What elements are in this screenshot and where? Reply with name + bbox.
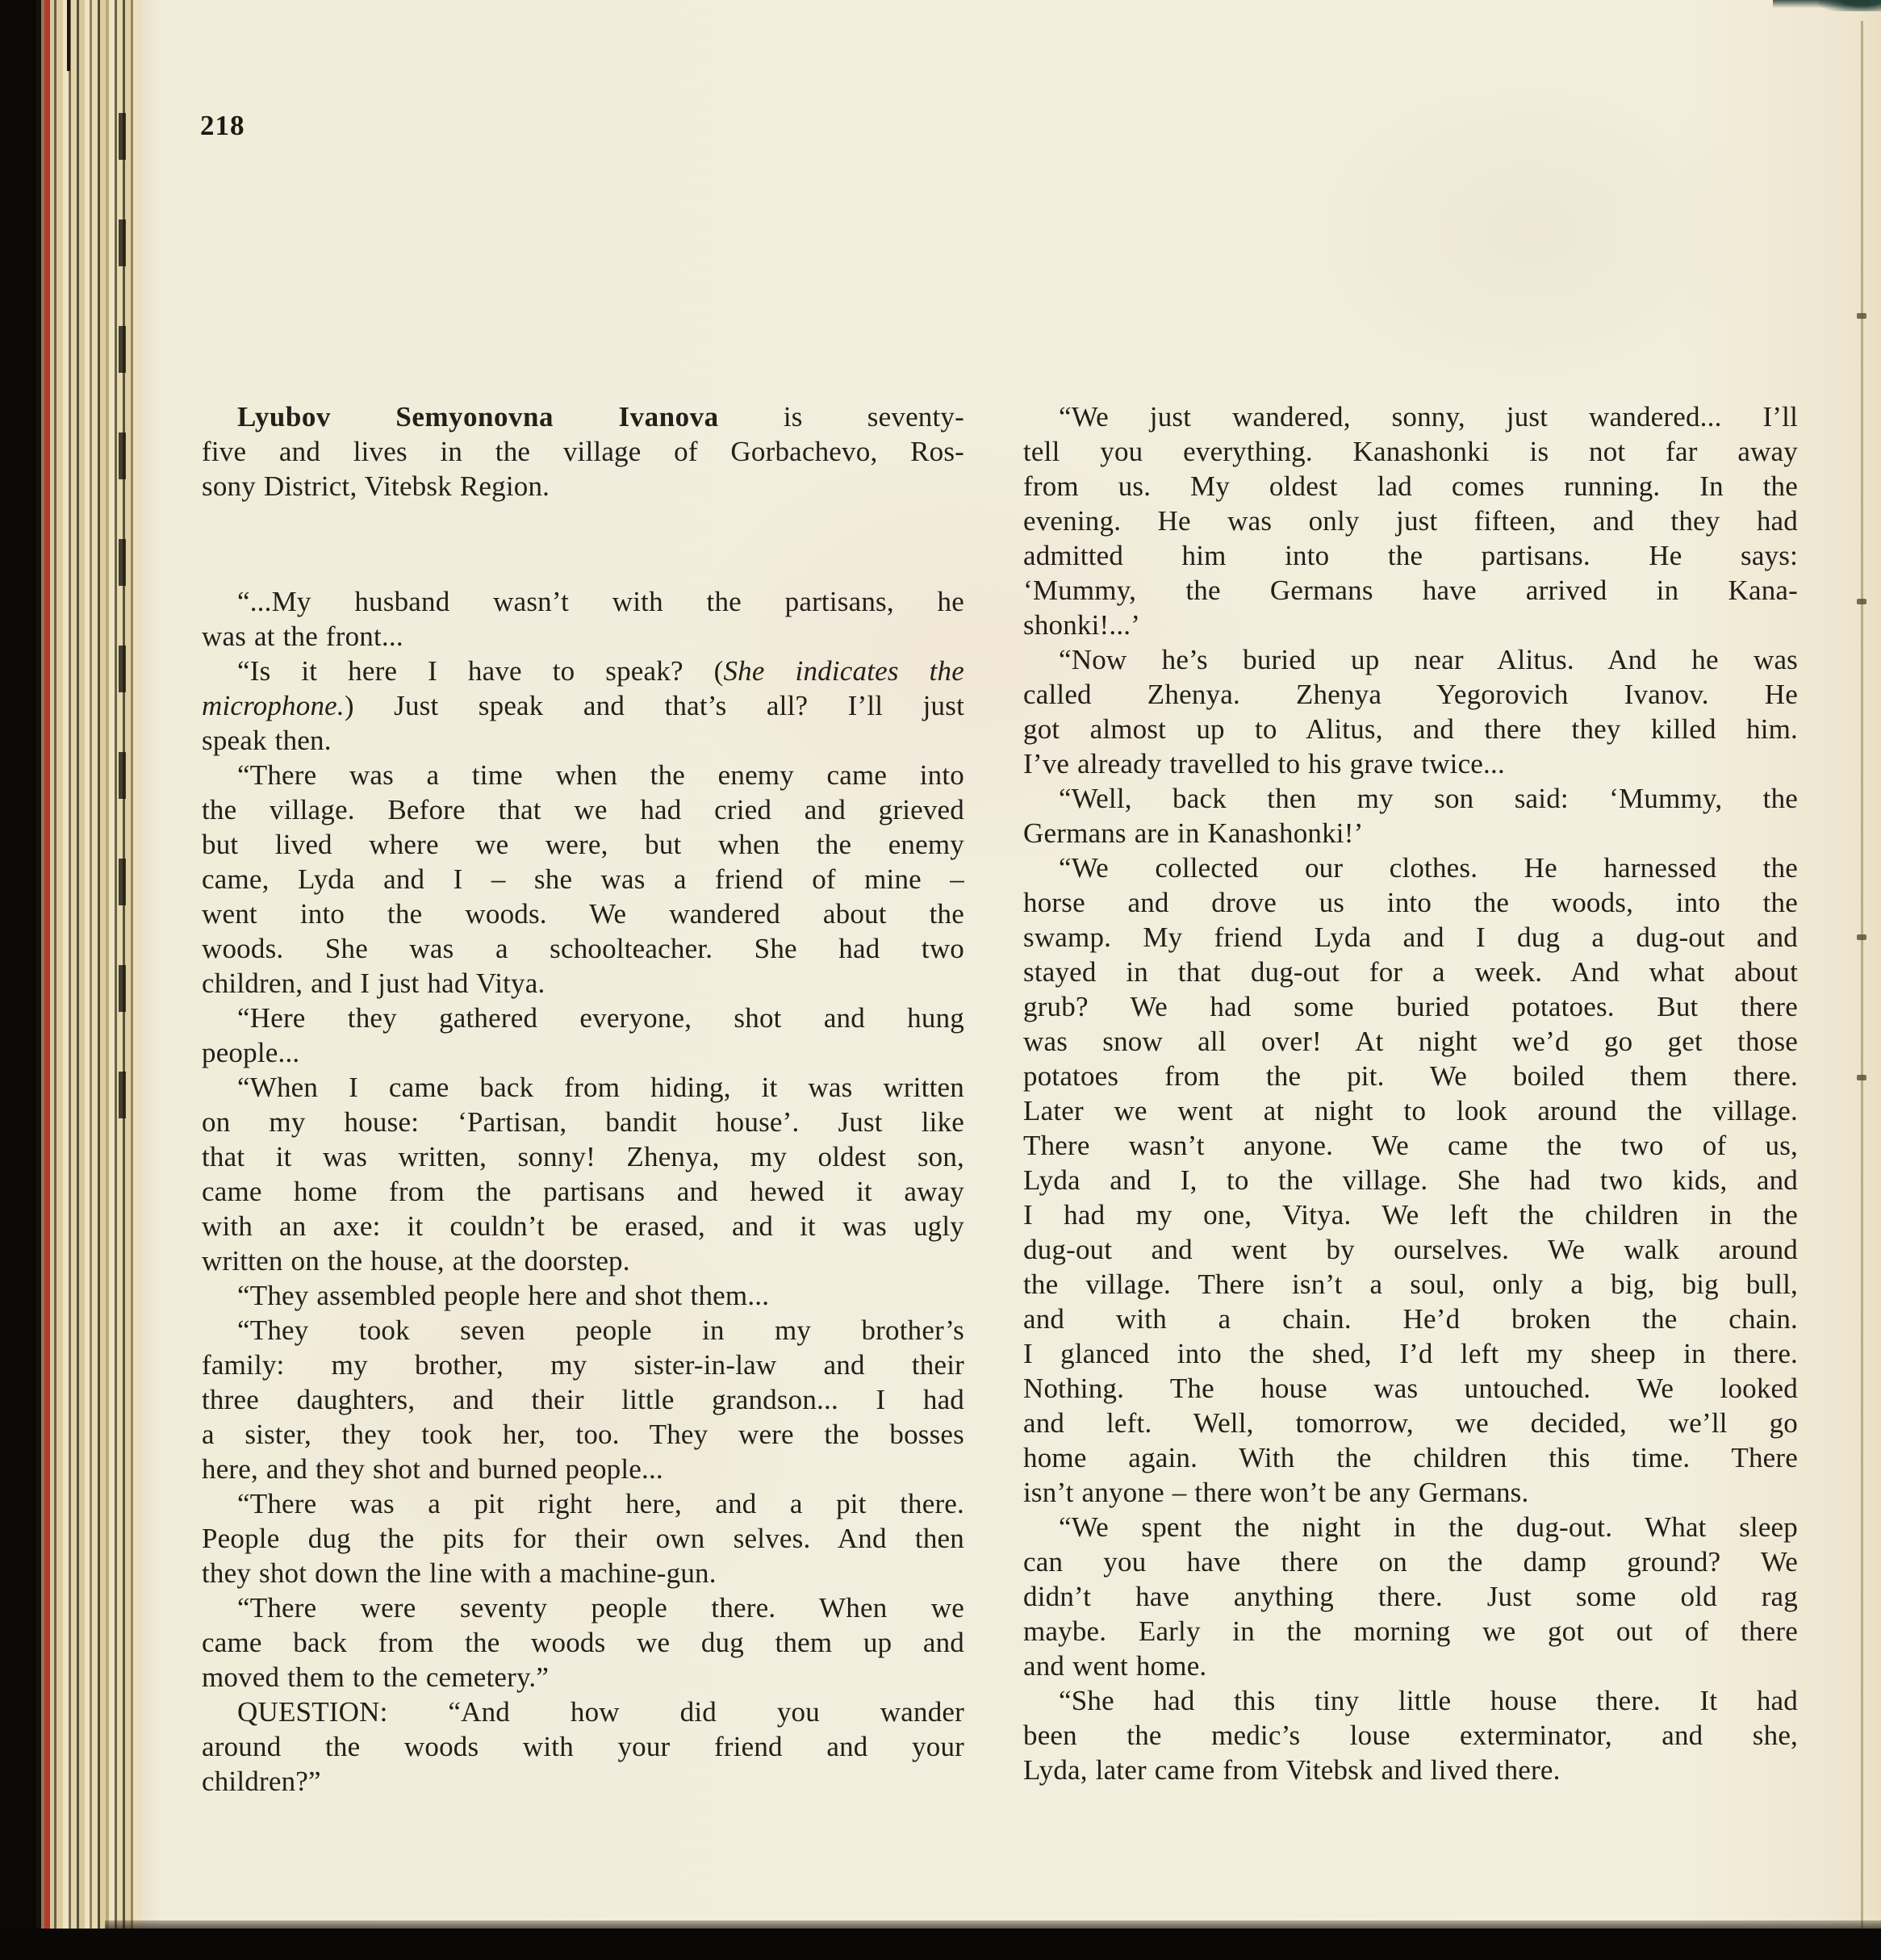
crease-notch (1857, 313, 1866, 319)
left-column (202, 399, 964, 1799)
text-line: five and lives in the village of Gorbachevo, Ros- (202, 436, 964, 467)
text-line: came, Lyda and I – she was a friend of mine – (202, 863, 964, 895)
text-line: the village. There isn’t a soul, only a big, big bull, (1023, 1268, 1798, 1300)
text-line: “Here they gathered everyone, shot and hung (237, 1002, 964, 1034)
text-line: with an axe: it couldn’t be erased, and it was ugly (202, 1210, 964, 1242)
text-line: Later we went at night to look around the village. (1023, 1095, 1798, 1126)
text-line: isn’t anyone – there won’t be any Germans. (1023, 1477, 1529, 1508)
paragraph (202, 1590, 964, 1695)
text-line: here, and they shot and burned people... (202, 1453, 663, 1485)
text-line: Germans are in Kanashonki!’ (1023, 817, 1364, 849)
book-page (141, 0, 1881, 1930)
text-line: moved them to the cemetery.” (202, 1661, 550, 1693)
text-line: got almost up to Alitus, and there they killed him. (1023, 713, 1798, 745)
bottom-black-band (0, 1929, 1881, 1960)
text-line: I had my one, Vitya. We left the children in the (1023, 1199, 1798, 1231)
text-line: dug-out and went by ourselves. We walk around (1023, 1234, 1798, 1265)
text-line: woods. She was a schoolteacher. She had two (202, 933, 964, 964)
text-line: they shot down the line with a machine-gun. (202, 1557, 717, 1589)
text-line: and with a chain. He’d broken the chain. (1023, 1303, 1798, 1335)
text-line: and went home. (1023, 1650, 1207, 1682)
text-line: “They assembled people here and shot them... (237, 1280, 770, 1311)
text-line: horse and drove us into the woods, into the (1023, 887, 1798, 918)
text-line: There wasn’t anyone. We came the two of us, (1023, 1130, 1798, 1161)
text-line: “She had this tiny little house there. It had (1059, 1685, 1798, 1716)
text-line: tell you everything. Kanashonki is not far away (1023, 436, 1798, 467)
text-line: sony District, Vitebsk Region. (202, 470, 550, 502)
text-line: Lyda, later came from Vitebsk and lived there. (1023, 1754, 1561, 1786)
text-line: came back from the woods we dug them up and (202, 1627, 964, 1658)
text-line: admitted him into the partisans. He says: (1023, 540, 1798, 571)
text-line: children?” (202, 1766, 321, 1797)
text-line: children, and I just had Vitya. (202, 967, 545, 999)
text-line: “There were seventy people there. When we (237, 1592, 964, 1624)
text-line: “We spent the night in the dug-out. What sleep (1059, 1511, 1798, 1543)
text-line: potatoes from the pit. We boiled them there. (1023, 1060, 1798, 1092)
text-line: I glanced into the shed, I’d left my sheep in there. (1023, 1338, 1798, 1369)
paragraph (1023, 642, 1798, 781)
text-line: but lived where we were, but when the enemy (202, 829, 964, 860)
intro-paragraph (202, 399, 964, 504)
paragraph (202, 1313, 964, 1486)
text-line: I’ve already travelled to his grave twice... (1023, 748, 1505, 779)
text-line: “Is it here I have to speak? (She indicates the (237, 655, 964, 687)
paragraph (202, 654, 964, 758)
text-line: didn’t have anything there. Just some old rag (1023, 1581, 1798, 1612)
page-edge-dark-line (67, 0, 70, 71)
text-line: grub? We had some buried potatoes. But there (1023, 991, 1798, 1022)
text-line: and left. Well, tomorrow, we decided, we’ll go (1023, 1407, 1798, 1439)
text-line: written on the house, at the doorstep. (202, 1245, 630, 1277)
text-line: a sister, they took her, too. They were the bosses (202, 1419, 964, 1450)
text-line: Lyubov Semyonovna Ivanova is seventy- (237, 401, 964, 433)
text-line: microphone.) Just speak and that’s all? I’ll just (202, 690, 964, 721)
text-line: went into the woods. We wandered about the (202, 898, 964, 930)
paragraph (1023, 781, 1798, 850)
text-line: family: my brother, my sister-in-law and their (202, 1349, 964, 1381)
text-line: “...My husband wasn’t with the partisans, he (237, 586, 964, 617)
text-line: called Zhenya. Zhenya Yegorovich Ivanov. He (1023, 679, 1798, 710)
binding-crease (1861, 21, 1863, 1930)
text-line: that it was written, sonny! Zhenya, my oldest son, (202, 1141, 964, 1172)
right-column-text (1023, 399, 1798, 1787)
right-column (1023, 399, 1798, 1787)
paragraph (1023, 1683, 1798, 1787)
text-line: from us. My oldest lad comes running. In the (1023, 470, 1798, 502)
text-line: evening. He was only just fifteen, and they had (1023, 505, 1798, 537)
paragraph (202, 1001, 964, 1070)
text-line: swamp. My friend Lyda and I dug a dug-out and (1023, 921, 1798, 953)
crease-notch (1857, 934, 1866, 940)
left-column-text (202, 584, 964, 1799)
text-line: Lyda and I, to the village. She had two kids, and (1023, 1164, 1798, 1196)
text-line: speak then. (202, 725, 332, 756)
text-line: People dug the pits for their own selves. And then (202, 1523, 964, 1554)
text-line: “Now he’s buried up near Alitus. And he was (1059, 644, 1798, 675)
text-line: home again. With the children this time. There (1023, 1442, 1798, 1473)
text-line: “There was a time when the enemy came into (237, 759, 964, 791)
paragraph (1023, 399, 1798, 642)
text-line: “We collected our clothes. He harnessed the (1059, 852, 1798, 884)
text-line: “When I came back from hiding, it was written (237, 1072, 964, 1103)
text-line: QUESTION: “And how did you wander (237, 1696, 964, 1728)
text-line: “We just wandered, sonny, just wandered... I’ll (1059, 401, 1798, 433)
text-line: was at the front... (202, 621, 403, 652)
text-line: three daughters, and their little grandson... I had (202, 1384, 964, 1415)
text-line: been the medic’s louse exterminator, and she, (1023, 1720, 1798, 1751)
text-line: shonki!...’ (1023, 609, 1141, 641)
text-line: stayed in that dug-out for a week. And what about (1023, 956, 1798, 988)
text-line: came home from the partisans and hewed it away (202, 1176, 964, 1207)
text-line: Nothing. The house was untouched. We looked (1023, 1373, 1798, 1404)
paragraph (202, 758, 964, 1001)
text-line: on my house: ‘Partisan, bandit house’. Just like (202, 1106, 964, 1138)
text-line: the village. Before that we had cried and grieved (202, 794, 964, 825)
paragraph (1023, 1510, 1798, 1683)
paragraph (1023, 850, 1798, 1510)
paragraph (202, 1695, 964, 1799)
text-line: “They took seven people in my brother’s (237, 1314, 964, 1346)
page-edge-dashes (119, 113, 126, 1178)
paragraph (202, 584, 964, 654)
paragraph (202, 1278, 964, 1313)
paragraph (202, 1486, 964, 1590)
text-line: maybe. Early in the morning we got out of there (1023, 1615, 1798, 1647)
text-line: people... (202, 1037, 300, 1068)
text-line: around the woods with your friend and your (202, 1731, 964, 1762)
crease-notch (1857, 599, 1866, 604)
text-line: was snow all over! At night we’d go get those (1023, 1026, 1798, 1057)
paragraph (202, 1070, 964, 1278)
text-line: can you have there on the damp ground? We (1023, 1546, 1798, 1578)
text-line: “Well, back then my son said: ‘Mummy, the (1059, 783, 1798, 814)
text-line: ‘Mummy, the Germans have arrived in Kana- (1023, 575, 1798, 606)
text-line: “There was a pit right here, and a pit there. (237, 1488, 964, 1519)
crease-notch (1857, 1075, 1866, 1080)
corner-shadow-2 (1773, 0, 1870, 8)
page-number: 218 (200, 110, 245, 141)
